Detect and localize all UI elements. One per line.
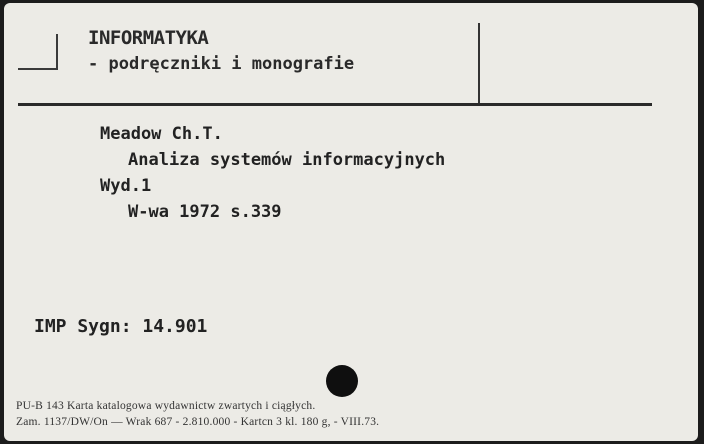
punch-hole xyxy=(326,365,358,397)
catalog-card xyxy=(4,3,698,441)
record-author: Meadow Ch.T. xyxy=(100,124,223,144)
call-number: IMP Sygn: 14.901 xyxy=(34,316,208,337)
section-subtitle: - podręczniki i monografie xyxy=(88,54,355,74)
record-edition: Wyd.1 xyxy=(100,176,152,196)
record-title: Analiza systemów informacyjnych xyxy=(128,150,446,170)
header-divider-vertical xyxy=(478,23,480,103)
footer-line-2: Zam. 1137/DW/On — Wrak 687 - 2.810.000 - Kartcn 3 kl. 180 g, - VIII.73. xyxy=(16,416,380,428)
footer-line-1: PU-B 143 Karta katalogowa wydawnictw zwartych i ciągłych. xyxy=(16,400,316,412)
card-corner-mark xyxy=(18,34,58,70)
record-imprint: W-wa 1972 s.339 xyxy=(128,202,282,222)
section-title: INFORMATYKA xyxy=(88,27,209,49)
header-divider-horizontal xyxy=(18,103,652,106)
